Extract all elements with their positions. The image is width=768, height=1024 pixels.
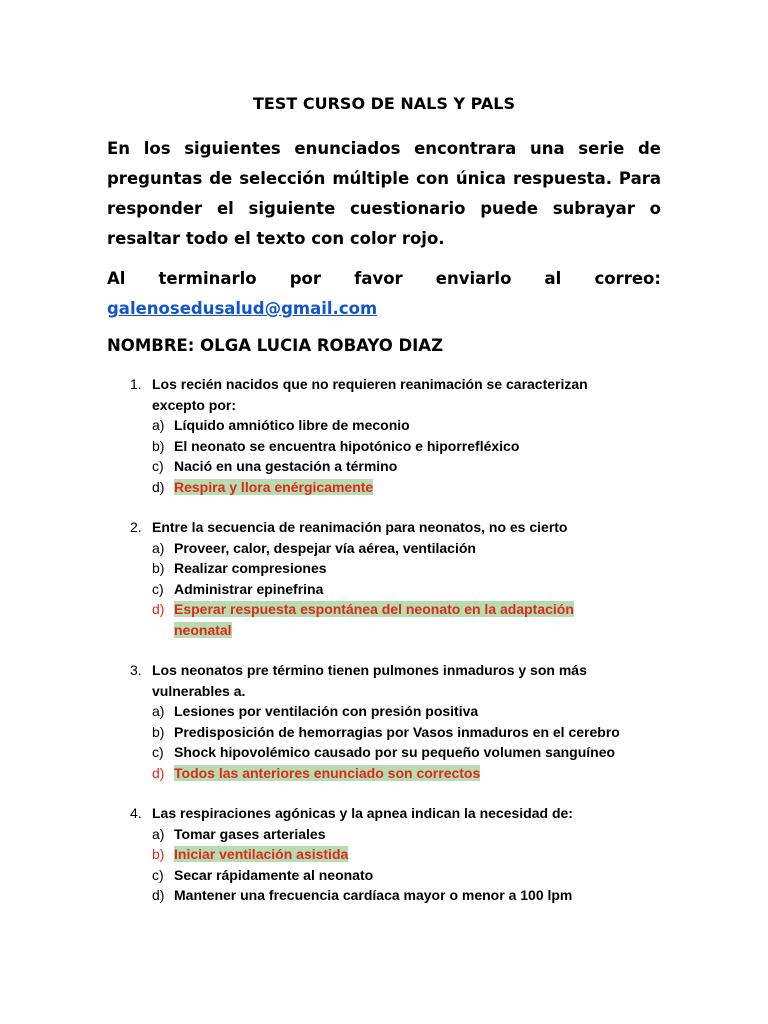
option-letter: a) <box>152 539 165 556</box>
option-text <box>174 477 630 498</box>
send-word: Al <box>107 269 126 288</box>
highlighted-answer: Iniciar ventilación asistida <box>174 846 349 862</box>
option-text <box>174 844 630 865</box>
send-word: favor <box>354 269 403 288</box>
option-text: Lesiones por ventilación con presión positiva <box>174 703 479 719</box>
option-letter: c) <box>152 866 164 883</box>
option-text: Proveer, calor, despejar vía aérea, ventilación <box>174 539 476 556</box>
option-letter: b) <box>152 846 165 862</box>
option-text: Predisposición de hemorragias por Vasos inmaduros en el cerebro <box>174 723 620 740</box>
option-text: Administrar epinefrina <box>174 580 324 597</box>
option-a[interactable] <box>152 824 630 845</box>
option-text <box>174 599 630 640</box>
question-number: 4. <box>130 805 142 821</box>
question-4 <box>130 803 630 906</box>
question-3 <box>130 660 630 783</box>
option-letter: d) <box>152 601 165 617</box>
option-letter: b) <box>152 723 165 740</box>
option-c[interactable] <box>152 579 630 600</box>
send-word: correo: <box>594 269 661 288</box>
option-letter: b) <box>152 560 165 576</box>
option-letter: b) <box>152 437 165 454</box>
option-letter: c) <box>152 580 164 597</box>
option-c[interactable] <box>152 456 630 477</box>
option-text <box>174 763 630 784</box>
question-number: 1. <box>130 376 142 392</box>
question-2 <box>130 517 630 640</box>
highlighted-answer: Respira y llora enérgicamente <box>174 478 374 495</box>
option-text: Tomar gases arteriales <box>174 825 326 842</box>
option-a[interactable] <box>152 538 630 559</box>
option-c[interactable] <box>152 865 630 886</box>
question-text: Los recién nacidos que no requieren reanimación se caracterizan excepto por: <box>152 376 588 413</box>
highlighted-answer: Todos las anteriores enunciado son correctos <box>174 764 481 781</box>
option-letter: a) <box>152 417 165 433</box>
option-d[interactable] <box>152 885 630 906</box>
question-number: 3. <box>130 662 142 678</box>
question-number: 2. <box>130 519 142 535</box>
option-text: Secar rápidamente al neonato <box>174 866 374 883</box>
option-d[interactable] <box>152 763 630 784</box>
option-b[interactable] <box>152 558 630 579</box>
highlighted-answer: Esperar respuesta espontánea del neonato en la adaptación neonatal <box>174 601 574 638</box>
send-word: terminarlo <box>158 269 257 288</box>
email-link[interactable]: galenosedusalud@gmail.com <box>107 299 378 318</box>
document-title: TEST CURSO DE NALS Y PALS <box>253 94 515 113</box>
option-letter: a) <box>152 703 165 719</box>
option-text: Nació en una gestación a término <box>174 458 398 474</box>
option-letter: d) <box>152 478 165 495</box>
send-instructions <box>107 264 661 324</box>
option-d[interactable] <box>152 599 630 640</box>
question-text: Las respiraciones agónicas y la apnea indican la necesidad de: <box>152 805 573 821</box>
option-b[interactable] <box>152 436 630 457</box>
option-letter: a) <box>152 825 165 842</box>
question-text: Los neonatos pre término tienen pulmones inmaduros y son más vulnerables a. <box>152 662 587 699</box>
option-d[interactable] <box>152 477 630 498</box>
send-word: al <box>544 269 562 288</box>
send-word: enviarlo <box>435 269 512 288</box>
option-letter: c) <box>152 744 164 760</box>
question-text: Entre la secuencia de reanimación para neonatos, no es cierto <box>152 519 568 535</box>
option-text: Shock hipovolémico causado por su pequeño volumen sanguíneo <box>174 744 616 760</box>
option-text: El neonato se encuentra hipotónico e hiporrefléxico <box>174 437 520 454</box>
student-name: NOMBRE: OLGA LUCIA ROBAYO DIAZ <box>107 336 444 355</box>
option-c[interactable] <box>152 742 630 763</box>
question-1 <box>130 374 630 497</box>
question-list <box>130 374 630 926</box>
option-b[interactable] <box>152 722 630 743</box>
option-a[interactable] <box>152 415 630 436</box>
instructions-paragraph: En los siguientes enunciados encontrara una serie de preguntas de selección múltiple con única respuesta. Para responder el siguiente cuestionario puede subrayar o resaltar todo el texto con color rojo. <box>107 139 661 248</box>
option-a[interactable] <box>152 701 630 722</box>
option-text: Mantener una frecuencia cardíaca mayor o menor a 100 lpm <box>174 887 573 903</box>
send-instructions-line <box>107 264 661 294</box>
option-letter: d) <box>152 764 165 781</box>
option-text: Realizar compresiones <box>174 560 327 576</box>
option-letter: c) <box>152 458 164 474</box>
send-word: por <box>289 269 322 288</box>
option-b[interactable] <box>152 844 630 865</box>
option-letter: d) <box>152 887 165 903</box>
option-text: Líquido amniótico libre de meconio <box>174 417 410 433</box>
